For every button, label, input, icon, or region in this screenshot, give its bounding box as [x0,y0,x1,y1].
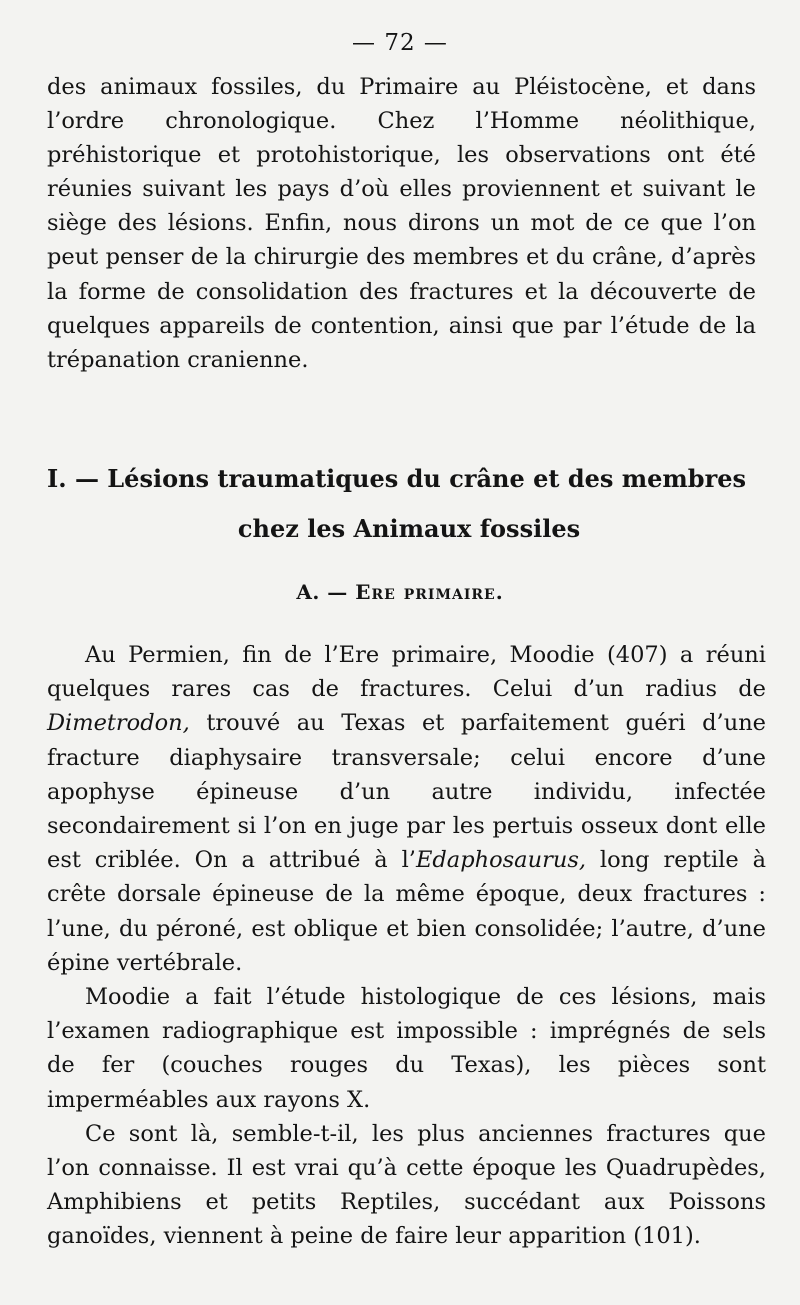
subsection-prefix: A. — [296,580,356,604]
paragraph-permien [47,638,766,980]
body-text [47,638,766,1254]
page-number: — 72 — [352,30,448,56]
genus-name-edaphosaurus: Edaphosaurus, [415,847,587,874]
subsection-title: Ere primaire. [355,580,504,604]
genus-name-dimetrodon: Dimetrodon, [47,710,190,737]
intro-paragraph: des animaux fossiles, du Primaire au Pléistocène, et dans l’ordre chronologique. Chez l’Homme néolithique, préhistorique et protohistorique, les observations ont été réunies suivant les pays d’où elles proviennent et suivant le siège des lésions. Enfin, nous dirons un mot de ce que l’on peut penser de la chirurgie des membres et du crâne, d’après la forme de consolidation des fractures et la découverte de quelques appareils de contention, ainsi que par l’étude de la trépanation cranienne. [47,74,756,373]
section-heading-line-2: chez les Animaux fossiles [237,514,581,543]
paragraph-text: long reptile à crête dorsale épineuse de la même époque, deux fractures : l’une, du péroné, est oblique et bien consolidée; l’autre, d’une épine vertébrale. [47,847,766,976]
section-heading-line-1: I. — Lésions traumatiques du crâne et des membres [47,464,746,493]
paragraph-moodie: Moodie a fait l’étude histologique de ces lésions, mais l’examen radiographique est impossible : imprégnés de sels de fer (couches rouges du Texas), les pièces sont imperméables aux rayons X. [47,984,766,1113]
paragraph-anciennes-fractures: Ce sont là, semble-t-il, les plus anciennes fractures que l’on connaisse. Il est vrai qu’à cette époque les Quadrupèdes, Amphibiens et petits Reptiles, succédant aux Poissons ganoïdes, viennent à peine de faire leur apparition (101). [47,1120,766,1250]
subsection-heading [0,580,800,604]
section-heading [47,454,767,554]
paragraph-text: trouvé au Texas et parfaitement guéri d’une fracture diaphysaire transversale; celui encore d’une apophyse épineuse d’un autre individu, infectée secondairement si l’on en juge par les pertuis osseux dont elle est criblée. On a attribué à l’ [47,710,766,874]
paragraph-text: Au Permien, fin de l’Ere primaire, Moodie (407) a réuni quelques rares cas de fractures. Celui d’un radius de [47,642,766,703]
